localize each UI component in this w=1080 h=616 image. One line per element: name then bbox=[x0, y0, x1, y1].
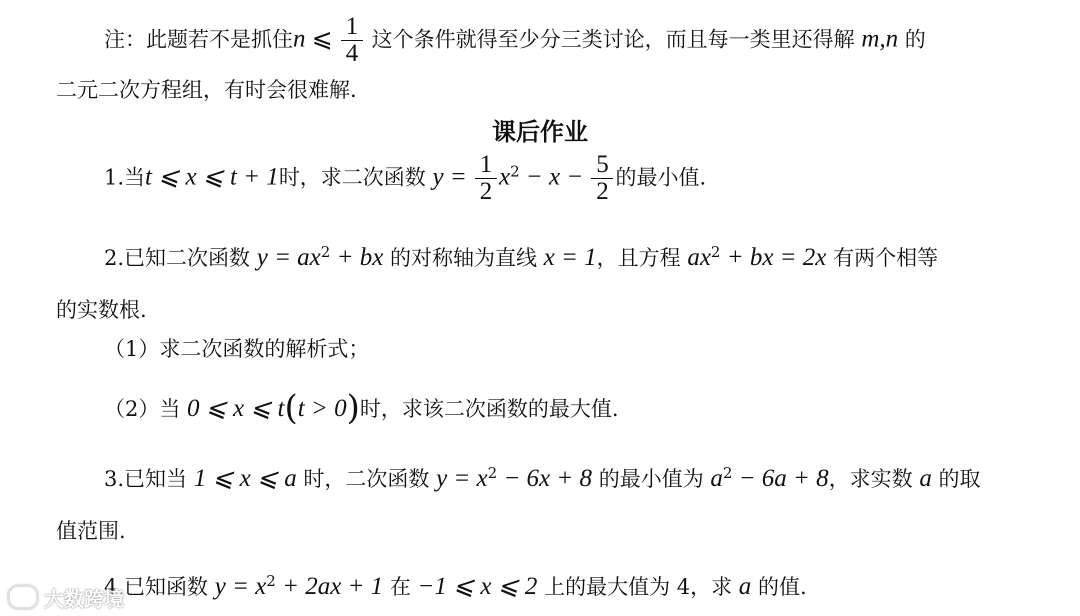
note-cond-op: ⩽ bbox=[305, 25, 339, 53]
question-2-line-2: 的实数根. bbox=[56, 298, 147, 322]
section-title: 课后作业 bbox=[492, 118, 588, 146]
note-cond-var: n bbox=[293, 25, 306, 53]
q1-fraction-2: $\frac{5}{2}$ bbox=[593, 152, 611, 206]
question-4: 4.已知函数 $y = x^2 + 2ax + 1$ 在 −1 ⩽ x ⩽ 2 上的最大值为 4，求 a 的值. bbox=[104, 572, 807, 600]
note-vars: m,n bbox=[861, 25, 899, 53]
question-2: 2.已知二次函数 $y = ax^2$ + bx 的对称轴为直线 x = 1，且方程 $ax^2$ + bx = 2x 有两个相等 bbox=[104, 243, 939, 271]
watermark-text: 大数跨境 bbox=[44, 586, 124, 611]
note-end: 的 bbox=[898, 27, 926, 52]
note-line-2: 二元二次方程组，有时会很难解. bbox=[56, 78, 357, 102]
question-2-sub-2: （2）当 0 ⩽ x ⩽ t(t > 0)时，求该二次函数的最大值. bbox=[104, 388, 619, 428]
note-line-1 bbox=[104, 14, 926, 68]
question-2-sub-1: （1）求二次函数的解析式； bbox=[104, 337, 370, 361]
watermark-logo-icon bbox=[8, 585, 38, 609]
question-3-line-2: 值范围. bbox=[56, 519, 126, 543]
note-fraction: $\frac{1}{4}$ bbox=[343, 14, 361, 68]
note-middle: 这个条件就得至少分三类讨论，而且每一类里还得解 bbox=[364, 27, 862, 52]
note-prefix: 注：此题若不是抓住 bbox=[104, 27, 293, 52]
question-3: 3.已知当 1 ⩽ x ⩽ a 时，二次函数 $y = x^2 - 6x + 8$ 的最小值为 $a^2 - 6a + 8$，求实数 a 的取 bbox=[104, 464, 981, 492]
q1-range: t ⩽ x ⩽ t + 1 bbox=[145, 163, 279, 191]
q1-fraction-1: $\frac{1}{2}$ bbox=[477, 152, 495, 206]
question-1: 1.当t ⩽ x ⩽ t + 1时，求二次函数 y = $\frac{1}{2}$ $x^2 - x$ − $\frac{5}{2}$ 的最小值. bbox=[104, 151, 707, 206]
watermark bbox=[0, 578, 150, 616]
